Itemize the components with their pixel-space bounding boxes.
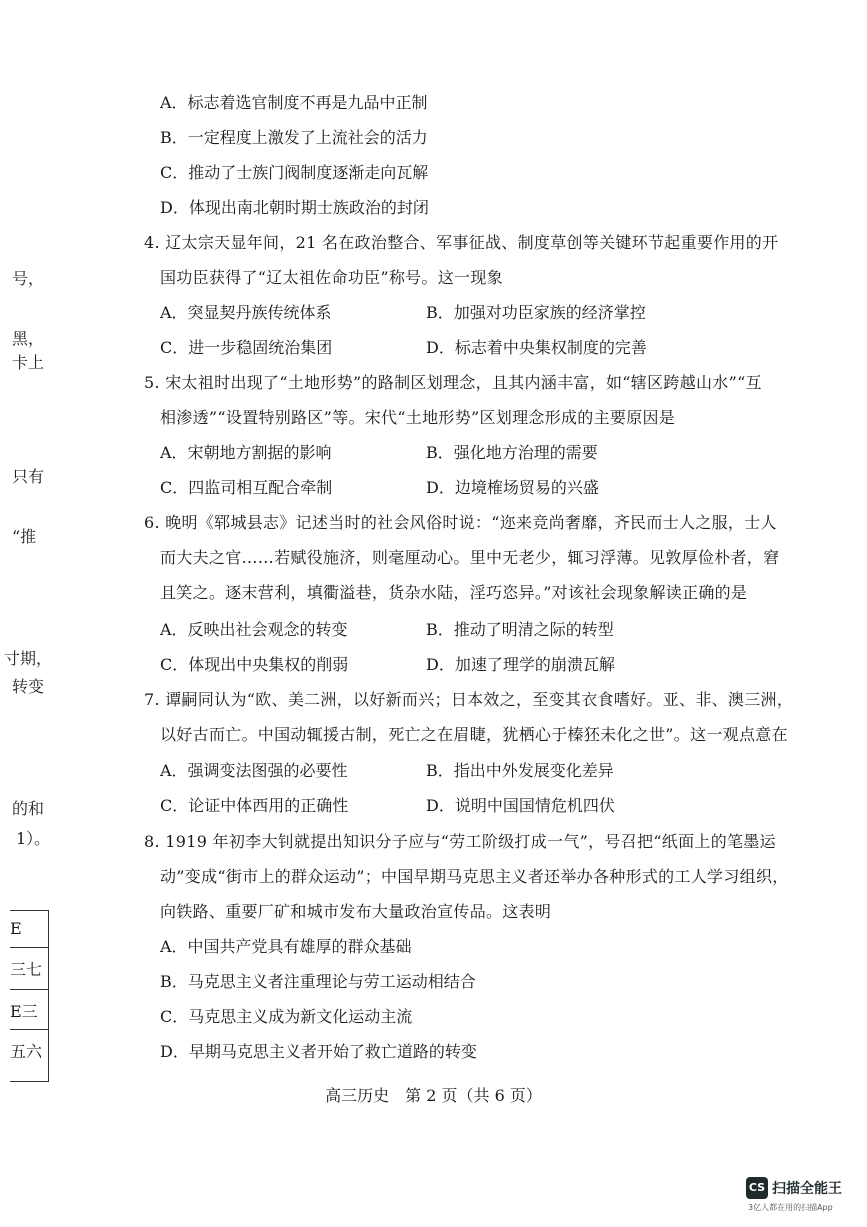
margin-fragment: “推 [12,527,37,546]
q8-option-a: A．中国共产党具有雄厚的群众基础 [160,937,412,956]
q4-stem-line: 4. 辽太宗天显年间，21 名在政治整合、军事征战、制度草创等关键环节起重要作用的开 [144,233,779,252]
margin-fragment: 1）。 [16,829,51,848]
q7-stem-line: 7. 谭嗣同认为“欧、美二洲，以好新而兴；日本效之，至变其衣食嗜好。亚、非、澳三洲， [144,690,794,709]
q5-option-d: D．边境榷场贸易的兴盛 [426,478,599,497]
q8-stem-line: 向铁路、重要厂矿和城市发布大量政治宣传品。这表明 [160,902,552,921]
q6-stem-line: 且笑之。逐末营利，填衢溢巷，货杂水陆，淫巧恣异。”对该社会现象解读正确的是 [160,583,748,602]
q6-option-b: B．推动了明清之际的转型 [426,620,614,639]
scanner-watermark [746,1177,862,1221]
margin-fragment: 卡上 [12,353,45,372]
margin-table [10,910,49,1082]
margin-fragment: 转变 [12,677,45,696]
q7-option-a: A．强调变法图强的必要性 [160,761,348,780]
margin-table-cell: E三 [10,1002,38,1021]
page-footer: 高三历史 第 2 页（共 6 页） [325,1086,542,1105]
q5-stem-line: 5. 宋太祖时出现了“土地形势”的路制区划理念，且其内涵丰富，如“辖区跨越山水”“互 [144,373,762,392]
q8-stem-line: 8. 1919 年初李大钊就提出知识分子应与“劳工阶级打成一气”，号召把“纸面上的笔墨运 [144,832,776,851]
margin-table-cell: 三七 [10,960,43,979]
q6-option-c: C．体现出中央集权的削弱 [160,655,349,674]
margin-fragment: 只有 [12,467,45,486]
q3-option-c: C．推动了士族门阀制度逐渐走向瓦解 [160,163,429,182]
margin-fragment: 的和 [12,799,45,818]
scanner-tagline: 3亿人都在用的扫描App [748,1203,833,1212]
q5-option-a: A．宋朝地方割据的影响 [160,443,332,462]
q7-option-c: C．论证中体西用的正确性 [160,796,349,815]
q4-option-b: B．加强对功臣家族的经济掌控 [426,303,646,322]
q5-stem-line: 相渗透”“设置特别路区”等。宋代“土地形势”区划理念形成的主要原因是 [160,408,676,427]
q5-option-c: C．四监司相互配合牵制 [160,478,333,497]
q6-stem-line: 6. 晚明《郓城县志》记述当时的社会风俗时说：“迩来竞尚奢靡，齐民而士人之服，士人 [144,513,777,532]
q4-option-d: D．标志着中央集权制度的完善 [426,338,647,357]
margin-fragment: 号， [12,269,45,288]
q8-option-d: D．早期马克思主义者开始了救亡道路的转变 [160,1042,477,1061]
q8-option-c: C．马克思主义成为新文化运动主流 [160,1007,413,1026]
q7-option-b: B．指出中外发展变化差异 [426,761,614,780]
q8-stem-line: 动”变成“街市上的群众运动”；中国早期马克思主义者还举办各种形式的工人学习组织， [160,867,789,886]
q4-option-a: A．突显契丹族传统体系 [160,303,332,322]
margin-table-cell: 五六 [10,1042,43,1061]
margin-table-cell: E [10,919,22,938]
q6-option-a: A．反映出社会观念的转变 [160,620,348,639]
q8-option-b: B．马克思主义者注重理论与劳工运动相结合 [160,972,476,991]
q3-option-a: A．标志着选官制度不再是九品中正制 [160,93,428,112]
q6-stem-line: 而大夫之官……若赋役施济，则毫厘动心。里中无老少，辄习浮薄。见敦厚俭朴者，窘 [160,548,780,567]
q7-stem-line: 以好古而亡。中国动辄援古制，死亡之在眉睫，犹栖心于榛狉未化之世”。这一观点意在 [160,725,788,744]
q7-option-d: D．说明中国国情危机四伏 [426,796,615,815]
q5-option-b: B．强化地方治理的需要 [426,443,598,462]
q3-option-d: D．体现出南北朝时期士族政治的封闭 [160,198,429,217]
q4-option-c: C．进一步稳固统治集团 [160,338,333,357]
margin-fragment: 黑， [12,329,45,348]
cs-logo-icon: CS [746,1177,768,1199]
margin-fragment: 寸期， [4,649,53,668]
scanner-name: 扫描全能王 [772,1181,842,1197]
q3-option-b: B．一定程度上激发了上流社会的活力 [160,128,428,147]
q4-stem-line: 国功臣获得了“辽太祖佐命功臣”称号。这一现象 [160,268,503,287]
q6-option-d: D．加速了理学的崩溃瓦解 [426,655,615,674]
